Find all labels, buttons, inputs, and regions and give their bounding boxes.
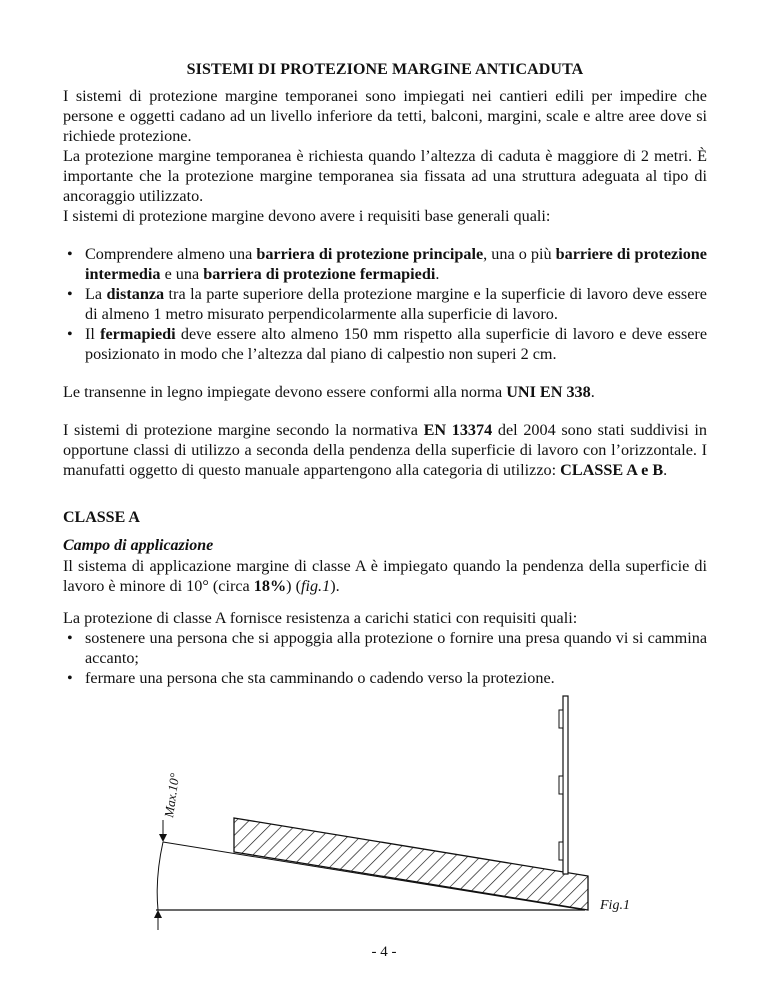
rail-bracket <box>559 710 563 728</box>
requirement-item: • La distanza tra la parte superiore della protezione margine e la superficie di lavoro deve essere di almeno 1 metro misurato perpendicolarmente alla superficie di lavoro. <box>63 284 707 324</box>
arrow-up-icon <box>154 910 162 918</box>
intro-paragraph-1: I sistemi di protezione margine temporanei sono impiegati nei cantieri edili per impedire che persone e oggetti cadano ad un livello inferiore da tetti, balconi, margini, scale e altre aree dove si richiede protezione. <box>63 87 707 145</box>
figure-caption: Fig.1 <box>600 898 630 913</box>
resistance-item: • sostenere una persona che si appoggia alla protezione o fornire una presa quando vi si cammina accanto; <box>63 628 707 668</box>
requirements-list <box>63 244 707 364</box>
classes-paragraph: I sistemi di protezione margine secondo la normativa EN 13374 del 2004 sono stati suddivisi in opportune classi di utilizzo a seconda della pendenza della superficie di lavoro con l’orizzontale. I manufatti oggetto di questo manuale appartengono alla categoria di utilizzo: CLASSE A e B. <box>63 421 707 479</box>
hatched-slab <box>234 818 588 910</box>
rail-bracket <box>559 842 563 860</box>
requirement-item: • Comprendere almeno una barriera di protezione principale, una o più barriere di protezione intermedia e una barriera di protezione fermapiedi. <box>63 244 707 284</box>
angle-label: Max.10° <box>161 772 183 819</box>
scope-paragraph: Il sistema di applicazione margine di classe A è impiegato quando la pendenza della superficie di lavoro è minore di 10° (circa 18%) (fig.1). <box>63 557 707 595</box>
resistance-item: • fermare una persona che sta camminando o cadendo verso la protezione. <box>63 668 707 688</box>
resistance-list <box>63 628 707 688</box>
class-a-heading: CLASSE A <box>63 509 140 526</box>
requirement-item: • Il fermapiedi deve essere alto almeno 150 mm rispetto alla superficie di lavoro e deve essere posizionato in modo che l’altezza dal piano di calpestio non superi 2 cm. <box>63 324 707 364</box>
guardrail-post <box>563 696 568 874</box>
intro-paragraph-2: La protezione margine temporanea è richiesta quando l’altezza di caduta è maggiore di 2 metri. È importante che la protezione margine temporanea sia fissata ad una struttura adeguata al tipo di ancoraggio utilizzato. <box>63 147 707 205</box>
arrow-down-icon <box>159 834 167 842</box>
scope-subheading: Campo di applicazione <box>63 537 214 554</box>
page-number: - 4 - <box>371 944 397 960</box>
angle-arc <box>157 842 163 910</box>
intro-paragraph-3: I sistemi di protezione margine devono avere i requisiti base generali quali: <box>63 207 551 225</box>
sloped-surface-line <box>163 842 585 910</box>
rail-bracket <box>559 776 563 794</box>
page-content <box>63 60 707 688</box>
page-title: SISTEMI DI PROTEZIONE MARGINE ANTICADUTA <box>186 61 584 78</box>
resistance-paragraph: La protezione di classe A fornisce resistenza a carichi statici con requisiti quali: <box>63 609 578 627</box>
norm-paragraph: Le transenne in legno impiegate devono essere conformi alla norma UNI EN 338. <box>63 383 595 401</box>
